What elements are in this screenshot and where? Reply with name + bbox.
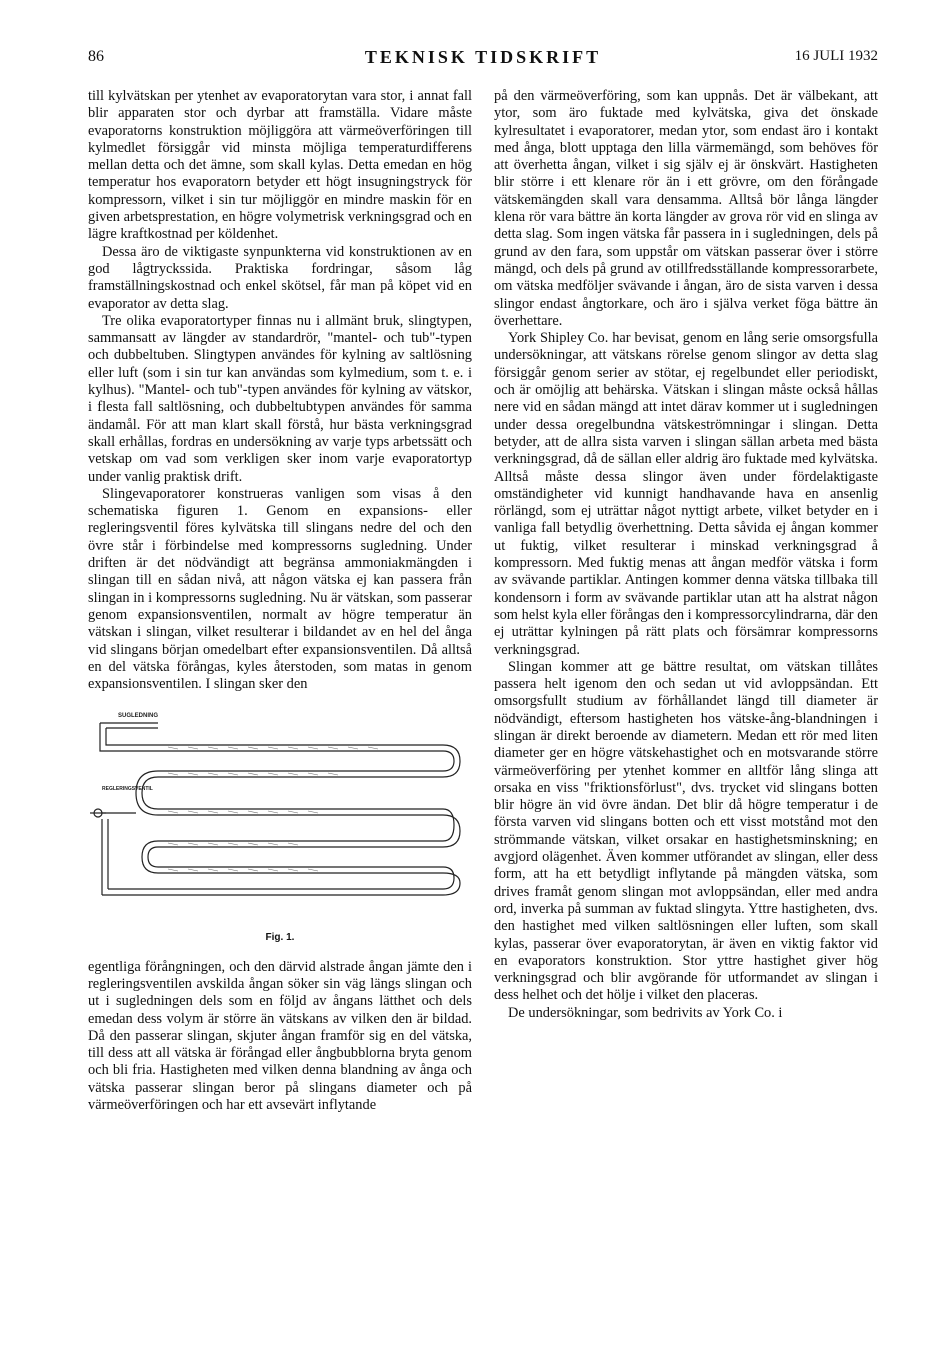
paragraph: Slingan kommer att ge bättre resultat, om vätskan tillåtes passera helt igenom den och sedan ut vid avloppsändan. Ett omsorgsfullt studium av förhållandet längd till diameter är nödvändigt, eftersom hastigheten hos vätske-ång-blandningen i slingan är direkt beroende av diametern. Medan ett rör med liten diameter ger en högre vätskehastighet och en motsvarande större värmeöverföring per ytenhet kommer en alltför lång slinga att orsaka en viss "friktionsförlust", dvs. trycket vid slingans botten blir högre än vid övre ändan. Det blir då högre temperatur i de första varven vid slingans botten och ett visst motstånd mot den strömmande vätskan, vilket orsakar en hastighetsminskning; en avgjord olägenhet. Även kommer utförandet av slingan, eller dess form, att ha ett betydligt inflytande på mängden vätska, som drives framåt genom slingan mot avloppsändan, eller med andra ord, inverka på summan av fuktad slingyta. Yttre hastigheten, dvs. den hastighet med vilken saltlösningen eller luften, som skall kylas, passerar över evaporatorytan, är även en viktig faktor vid en evaporators konstruktion. Stor yttre hastighet giver hög verkningsgrad och blir avgörande för utformandet av slingan i dess helhet och det hölje i vilket den placeras.: [494, 658, 878, 1004]
paragraph: York Shipley Co. har bevisat, genom en lång serie omsorgsfulla undersökningar, att vätskans rörelse genom slingor av detta slag försiggår genom serier av stötar, ej regelbundet eller periodiskt, och är omöjlig att behärska. Vätskan i slingan måste också hållas nere vid en sådan mängd att intet därav kommer ut i sugledningen under dessa oregelbundna vätskeströmningar i slingan. Detta betyder, att de allra sista varven i slingan sällan arbeta med bästa verkningsgrad, då de sällan eller aldrig äro fuktade med kylvätska. Alltså måste dessa slingor även under fördelaktigaste omständigheter vid kunnigt handhavande hava en ansenlig rörlängd, som ej uträttar något nyttigt arbete, vilket betyder en i vanliga fall betydlig överhettning. Detta såvida ej ångan kommer ut fuktig, vilket resulterar i minskad verkningsgrad å kompressorn. Med fuktig menas att ångan medför vätska i form av svävande partiklar. Antingen kommer denna vätska tillbaka till kondensorn i form av svävande partiklar utan att ha alstrat någon som helst kyla eller förångas den i kompressorcylindrarna, där den ej uträttar kylningen på rätt plats och försämrar kompressorns verkningsgrad.: [494, 330, 878, 658]
paragraph: på den värmeöverföring, som kan uppnås. Det är välbekant, att ytor, som äro fuktade med kylvätska, giva det önskade kylresultatet i evaporatorer, medan ytor, som endast äro i kontakt med ånga, blott upptaga den lilla värmemängd, som behöves för att överhetta ångan, vilket i sig själv ej är önskvärt. Hastigheten blir större i ett klenare rör än i ett grövre, om den förångade vätskemängden skall vara densamma. Alltså bör långa längder klena rör vara bättre än korta längder av grova rör vid en slinga av detta slag. Som ingen vätska får passera in i sugledningen, dels på grund av den fara, som uppstår om vätskan passerar över i större mängd, och dels på grund av otillfredsställande kompressorarbete, om vätska medföljer svävande i ångan, äro de sista varven i dessa slingor endast ångtorkare, och äro i själva verket föga bättre än överhettare.: [494, 88, 878, 329]
label-suction-line: SUGLEDNING: [118, 713, 159, 720]
figure-1: [88, 703, 472, 915]
right-column: [494, 88, 878, 1022]
paragraph: De undersökningar, som bedrivits av York Co. i: [508, 1004, 783, 1021]
paragraph: egentliga förångningen, och den därvid alstrade ångan jämte den i regleringsventilen avskilda ångan söker sin väg längs slingan och ut i sugledningen dels som en följd av ångans lätthet och dels emedan dess volym är större än vätskans av vilken den är bildad. Då den passerar slingan, skjuter ångan framför sig en del vätska, till dess att all vätska är förångad eller ångbubblorna bryta genom och bli fria. Hastigheten med vilken denna blandning av ånga och vätska passerar slingan beror på slingans diameter och på värmeöverföringen och har ett avsevärt inflytande: [88, 958, 472, 1114]
journal-title: TEKNISK TIDSKRIFT: [364, 47, 602, 67]
paragraph: till kylvätskan per ytenhet av evaporatorytan vara stor, i annat fall blir apparaten stor och dyrbar att framställa. Vidare måste evaporatorns konstruktion möjliggöra att värmeöverföringen till kylmedlet försiggår vid minsta möjliga temperaturdifferens mellan detta och det ämne, som skall kylas. Detta emedan en hög temperatur hos evaporatorn betyder ett högt insugningstryck för kompressorn, vilket i sin tur möjliggör en mindre maskin för en given arbetsprestation, en högre volymetrisk verkningsgrad och en lägre kraftkostnad per köldenhet.: [88, 88, 472, 243]
label-control-valve: REGLERINGSVENTIL: [102, 786, 153, 793]
paragraph: Dessa äro de viktigaste synpunkterna vid konstruktionen av en god lågtryckssida. Praktiska fordringar, såsom låg framställningskostnad och enkel skötsel, får man på köpet vid en evaporator av detta slag.: [88, 243, 472, 312]
page-number: 86: [88, 48, 104, 65]
paragraph: Tre olika evaporatortyper finnas nu i allmänt bruk, slingtypen, sammansatt av längder av standardrör, "mantel- och tub"-typen och dubbeltuben. Slingtypen användes för kylning av saltlösning eller luft (som i sin tur kan användas som kylmedium, som t. e. i kylhus). "Mantel- och tub"-typen användes för kylning av vätskor, i flesta fall saltlösning, och dubbeltubtypen användes för samma ändamål. För att man klart skall förstå, hur bästa verkningsgrad skall erhållas, fordras en undersökning av varje typs arbetssätt och vetskap om vad som verkligen sker inom varje evaporatortyp under vanlig praktisk drift.: [88, 312, 472, 485]
left-column: [88, 88, 472, 1114]
page-header: [88, 48, 878, 70]
issue-date: 16 JULI 1932: [794, 48, 878, 64]
paragraph: Slingevaporatorer konstrueras vanligen som visas å den schematiska figuren 1. Genom en expansions- eller regleringsventil föres kylvätska till slingans nedre del och den övre står i förbindelse med kompressorns sugledning. Under driften är det nödvändigt att begränsa ammoniakmängden i slingan till en sådan nivå, att någon vätska ej kan passera från slingan in i kompressorns sugledning. Nu är vätskan, som passerar genom expansionsventilen, normalt av högre temperatur än vätskan i slingan, vilket resulterar i bildandet av en hel del ånga vid slingans början omedelbart efter expansionsventilen. Då alltså en del vätska förångas, kyles återstoden, som matas in genom expansionsventilen. I slingan sker den: [88, 485, 472, 693]
figure-caption: Fig. 1.: [265, 932, 295, 944]
evaporator-coil-diagram: [88, 703, 472, 915]
